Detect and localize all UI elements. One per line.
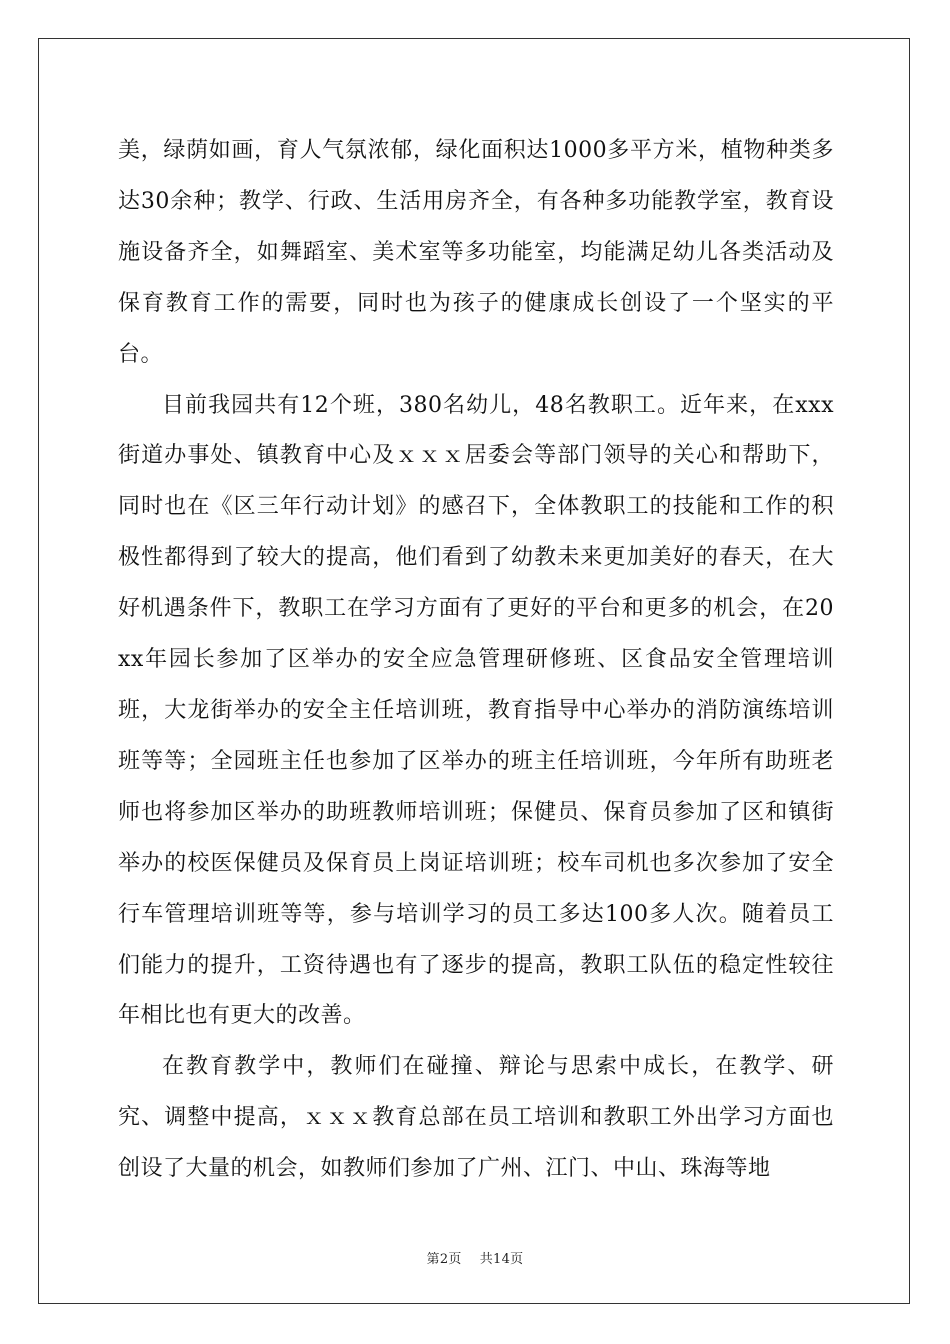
- page-total: 共14页: [479, 1252, 524, 1267]
- page-number: 第2页: [426, 1252, 462, 1267]
- paragraph-3: 在教育教学中，教师们在碰撞、辩论与思索中成长，在教学、研究、调整中提高，ｘｘｘ教育总部在员工培训和教职工外出学习方面也创设了大量的机会，如教师们参加了广州、江门、中山、珠海等地: [118, 1054, 834, 1182]
- page-footer: [0, 1248, 950, 1267]
- paragraph-1: 美，绿荫如画，育人气氛浓郁，绿化面积达1000多平方米，植物种类多达30余种；教学、行政、生活用房齐全，有各种多功能教学室，教育设施设备齐全，如舞蹈室、美术室等多功能室，均能满足幼儿各类活动及保育教育工作的需要，同时也为孩子的健康成长创设了一个坚实的平台。: [118, 138, 834, 367]
- paragraph-2: 目前我园共有12个班，380名幼儿，48名教职工。近年来，在xxx街道办事处、镇教育中心及ｘｘｘ居委会等部门领导的关心和帮助下，同时也在《区三年行动计划》的感召下，全体教职工的技能和工作的积极性都得到了较大的提高，他们看到了幼教未来更加美好的春天，在大好机遇条件下，教职工在学习方面有了更好的平台和更多的机会，在20xx年园长参加了区举办的安全应急管理研修班、区食品安全管理培训班，大龙街举办的安全主任培训班，教育指导中心举办的消防演练培训班等等；全园班主任也参加了区举办的班主任培训班，今年所有助班老师也将参加区举办的助班教师培训班；保健员、保育员参加了区和镇街举办的校医保健员及保育员上岗证培训班；校车司机也多次参加了安全行车管理培训班等等，参与培训学习的员工多达100多人次。随着员工们能力的提升，工资待遇也有了逐步的提高，教职工队伍的稳定性较往年相比也有更大的改善。: [118, 392, 834, 1029]
- document-body: [118, 126, 834, 1195]
